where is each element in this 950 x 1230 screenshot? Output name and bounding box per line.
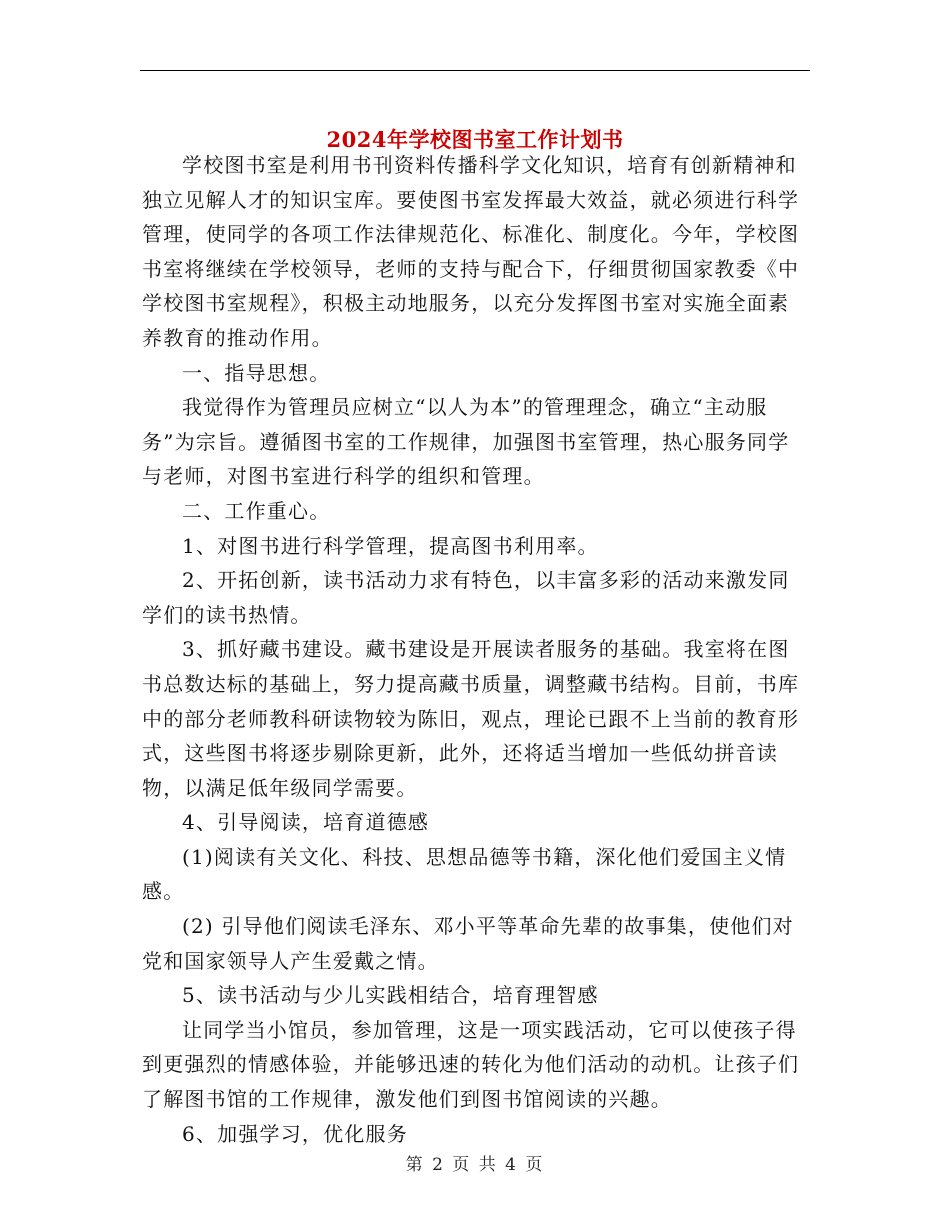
list-item-4: 4、引导阅读，培育道德感: [182, 810, 430, 835]
sub-item-1: (1)阅读有关文化、科技、思想品德等书籍，深化他们爱国主义情感。: [142, 844, 787, 904]
list-item-1: 1、对图书进行科学管理，提高图书利用率。: [182, 533, 599, 558]
list-item-6: 6、加强学习，优化服务: [182, 1121, 408, 1146]
page-number-footer: 第 2 页 共 4 页: [405, 1155, 545, 1175]
header-rule: [140, 70, 810, 71]
paragraph-intro: 学校图书室是利用书刊资料传播科学文化知识，培育有创新精神和独立见解人才的知识宝库。要使图书室发挥最大效益，就必须进行科学管理，使同学的各项工作法律规范化、标准化、制度化。今年，学校图书室将继续在学校领导，老师的支持与配合下，仔细贯彻国家教委《中学校图书室规程》，积极主动地服务，以充分发挥图书室对实施全面素养教育的推动作用。: [142, 153, 800, 350]
list-item-5: 5、读书活动与少儿实践相结合，培育理智感: [182, 983, 599, 1008]
paragraph-student-librarian: 让同学当小馆员，参加管理，这是一项实践活动，它可以使孩子得到更强烈的情感体验，并能够迅速的转化为他们活动的动机。让孩子们了解图书馆的工作规律，激发他们到图书馆阅读的兴趣。: [142, 1017, 800, 1112]
heading-guiding-ideology: 一、指导思想。: [182, 360, 331, 385]
list-item-3: 3、抓好藏书建设。藏书建设是开展读者服务的基础。我室将在图书总数达标的基础上，努力提高藏书质量，调整藏书结构。目前，书库中的部分老师教科研读物较为陈旧，观点，理论已跟不上当前的教育形式，这些图书将逐步剔除更新，此外，还将适当增加一些低幼拼音读物，以满足低年级同学需要。: [142, 637, 800, 800]
paragraph-guiding-ideology: 我觉得作为管理员应树立“以人为本”的管理理念，确立“主动服务”为宗旨。遵循图书室的工作规律，加强图书室管理，热心服务同学与老师，对图书室进行科学的组织和管理。: [142, 395, 790, 489]
document-body: [142, 148, 810, 1151]
heading-work-focus: 二、工作重心。: [182, 498, 331, 523]
document-title: 2024年学校图书室工作计划书: [326, 127, 624, 153]
sub-item-2: (2) 引导他们阅读毛泽东、邓小平等革命先辈的故事集，使他们对党和国家领导人产生爱戴之情。: [142, 914, 794, 973]
list-item-2: 2、开拓创新，读书活动力求有特色，以丰富多彩的活动来激发同学们的读书热情。: [142, 568, 790, 627]
